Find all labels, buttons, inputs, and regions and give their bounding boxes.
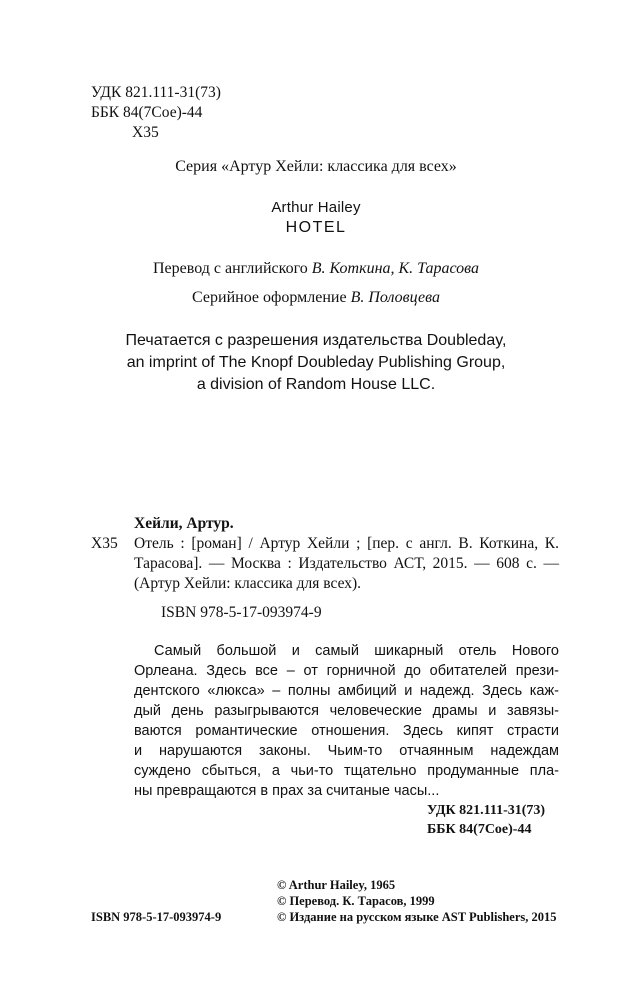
design-credit bbox=[0, 289, 632, 307]
udk-code-bottom: УДК 821.111-31(73) bbox=[427, 803, 546, 818]
record-heading: Хейли, Артур. bbox=[134, 515, 234, 532]
copyright-edition: © Издание на русском языке AST Publishers, 2015 bbox=[277, 910, 557, 924]
author-mark: Х35 bbox=[132, 124, 159, 141]
bbk-code: ББК 84(7Сое)-44 bbox=[91, 104, 203, 121]
annotation-line: ваются романтические отношения. Здесь кипят страсти bbox=[134, 723, 559, 739]
permission-line: a division of Random House LLC. bbox=[196, 376, 436, 393]
copyright-notices bbox=[277, 877, 557, 925]
classification-block bbox=[91, 83, 221, 143]
isbn-bottom: ISBN 978-5-17-093974-9 bbox=[91, 910, 222, 924]
annotation-line: Самый большой и самый шикарный отель Нового bbox=[154, 643, 559, 659]
copyright-translation: © Перевод. К. Тарасов, 1999 bbox=[277, 894, 435, 908]
translation-prefix: Перевод с английского bbox=[153, 260, 312, 277]
annotation-line: и нарушаются законы. Чьим-то отчаянным надеждам bbox=[134, 743, 559, 759]
record-author-mark: Х35 bbox=[91, 535, 118, 552]
translation-credit bbox=[0, 260, 632, 278]
udk-code: УДК 821.111-31(73) bbox=[91, 84, 221, 101]
annotation-line: дентского «люкса» – полны амбиций и надежд. Здесь каж- bbox=[134, 683, 559, 699]
record-isbn: ISBN 978-5-17-093974-9 bbox=[161, 604, 322, 621]
permission-line: Печатается с разрешения издательства Doubleday, bbox=[125, 332, 507, 349]
classification-block-bottom bbox=[427, 801, 545, 839]
annotation-line: ны превращаются в прах за считаные часы... bbox=[134, 783, 440, 799]
original-author: Arthur Hailey bbox=[271, 199, 361, 216]
annotation-line: дый день разыгрываются человеческие драмы и завязы- bbox=[134, 703, 559, 719]
original-title: HOTEL bbox=[285, 219, 347, 236]
bbk-code-bottom: ББК 84(7Сое)-44 bbox=[427, 822, 532, 837]
copyright-author: © Arthur Hailey, 1965 bbox=[277, 878, 396, 892]
bibliographic-record bbox=[91, 514, 559, 623]
series-line: Серия «Артур Хейли: классика для всех» bbox=[175, 158, 457, 175]
translators: В. Коткина, К. Тарасова bbox=[311, 260, 479, 277]
record-body bbox=[91, 534, 559, 594]
annotation-line: Орлеана. Здесь все – от горничной до обитателей прези- bbox=[134, 663, 559, 679]
designer: В. Половцева bbox=[350, 289, 440, 306]
annotation-line: суждено сбыться, а чьи-то тщательно продуманные пла- bbox=[134, 763, 559, 779]
design-prefix: Серийное оформление bbox=[192, 289, 351, 306]
record-description: Отель : [роман] / Артур Хейли ; [пер. с англ. В. Коткина, К. Тарасова]. — Москва : Издательство АСТ, 2015. — 608 с. — (Артур Хейли: классика для всех). bbox=[134, 535, 559, 592]
permission-line: an imprint of The Knopf Doubleday Publishing Group, bbox=[126, 354, 506, 371]
annotation bbox=[134, 641, 559, 801]
permission-notice bbox=[0, 330, 632, 396]
